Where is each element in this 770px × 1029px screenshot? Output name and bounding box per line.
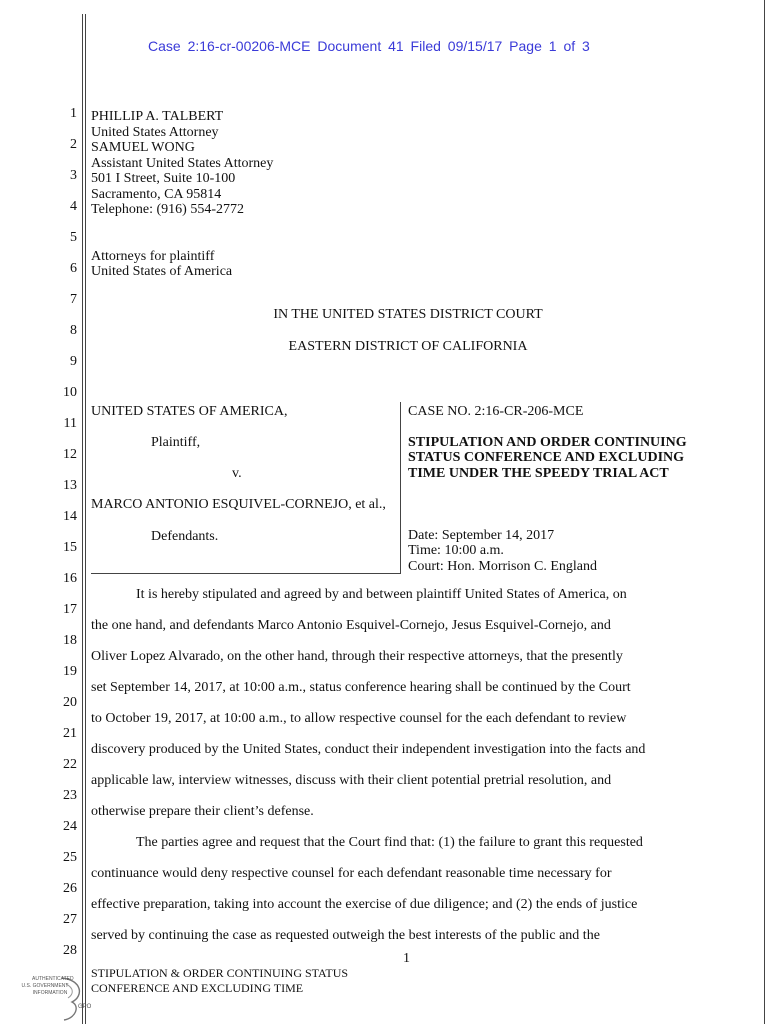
line-number: 11 (63, 416, 77, 431)
body-line: It is hereby stipulated and agreed by and between plaintiff United States of America, on (136, 587, 627, 602)
seal-text: AUTHENTICATED (32, 976, 74, 982)
left-margin-rule-inner (85, 14, 86, 1024)
attorney-line: 501 I Street, Suite 10-100 (91, 171, 236, 186)
court-district: EASTERN DISTRICT OF CALIFORNIA (288, 339, 528, 354)
versus: v. (232, 466, 242, 481)
line-number: 1 (70, 106, 77, 121)
body-line: applicable law, interview witnesses, discuss with their client potential pretrial resolution, and (91, 773, 612, 788)
body-line: discovery produced by the United States, conduct their independent investigation into the facts and (91, 742, 646, 757)
court-name: IN THE UNITED STATES DISTRICT COURT (273, 307, 543, 322)
body-line: the one hand, and defendants Marco Antonio Esquivel-Cornejo, Jesus Esquivel-Cornejo, and (91, 618, 611, 633)
body-line: otherwise prepare their client’s defense. (91, 804, 314, 819)
footer-line: CONFERENCE AND EXCLUDING TIME (91, 981, 304, 995)
seal-text: GPO (78, 1004, 92, 1010)
document-title-line: TIME UNDER THE SPEEDY TRIAL ACT (408, 466, 669, 481)
attorney-line: Telephone: (916) 554-2772 (91, 202, 244, 217)
line-number: 17 (63, 602, 77, 617)
footer-line: STIPULATION & ORDER CONTINUING STATUS (91, 966, 349, 980)
hearing-date: Date: September 14, 2017 (408, 528, 555, 543)
line-number: 16 (63, 571, 77, 586)
line-number: 6 (70, 261, 77, 276)
right-margin-rule (764, 0, 765, 1024)
line-number: 9 (70, 354, 77, 369)
line-number: 22 (63, 757, 77, 772)
plaintiff-role: Plaintiff, (151, 435, 201, 450)
defendant-role: Defendants. (151, 529, 219, 544)
body-line: to October 19, 2017, at 10:00 a.m., to allow respective counsel for the each defendant to review (91, 711, 627, 726)
line-number: 5 (70, 230, 77, 245)
body-line: set September 14, 2017, at 10:00 a.m., status conference hearing shall be continued by the Court (91, 680, 631, 695)
attorney-line: SAMUEL WONG (91, 140, 195, 155)
line-number: 24 (63, 819, 77, 834)
line-number: 28 (63, 943, 77, 958)
defendant-name: MARCO ANTONIO ESQUIVEL-CORNEJO, et al., (91, 497, 386, 512)
body-line: Oliver Lopez Alvarado, on the other hand, through their respective attorneys, that the presently (91, 649, 623, 664)
document-title-line: STIPULATION AND ORDER CONTINUING (408, 435, 687, 450)
seal-text: INFORMATION (32, 990, 68, 996)
hearing-court: Court: Hon. Morrison C. England (408, 559, 597, 574)
gpo-authentication-seal (2, 972, 92, 1022)
attorney-line: PHILLIP A. TALBERT (91, 109, 224, 124)
caption-underline (91, 573, 401, 574)
ecf-header: Case 2:16-cr-00206-MCE Document 41 Filed 09/15/17 Page 1 of 3 (148, 38, 590, 54)
line-number: 21 (63, 726, 77, 741)
document-title-line: STATUS CONFERENCE AND EXCLUDING (408, 450, 685, 465)
attorneys-for-line: United States of America (91, 264, 233, 279)
line-number: 7 (70, 292, 77, 307)
line-number: 25 (63, 850, 77, 865)
line-number: 10 (63, 385, 77, 400)
body-line: continuance would deny respective counsel for each defendant reasonable time necessary for (91, 866, 612, 881)
seal-text: U.S. GOVERNMENT (21, 983, 69, 989)
attorneys-for-line: Attorneys for plaintiff (91, 249, 215, 264)
line-number: 23 (63, 788, 77, 803)
line-number: 27 (63, 912, 77, 927)
caption-divider (400, 402, 401, 574)
left-margin-rule-outer (82, 14, 83, 1024)
line-number: 26 (63, 881, 77, 896)
line-number: 3 (70, 168, 77, 183)
attorney-line: Assistant United States Attorney (91, 156, 274, 171)
page-number: 1 (403, 951, 410, 966)
body-line: served by continuing the case as requested outweigh the best interests of the public and the (91, 928, 600, 943)
attorney-line: Sacramento, CA 95814 (91, 187, 222, 202)
line-number: 19 (63, 664, 77, 679)
line-number: 2 (70, 137, 77, 152)
body-line: The parties agree and request that the Court find that: (1) the failure to grant this requested (136, 835, 643, 850)
line-number: 12 (63, 447, 77, 462)
hearing-time: Time: 10:00 a.m. (408, 543, 504, 558)
plaintiff-name: UNITED STATES OF AMERICA, (91, 404, 288, 419)
line-number: 8 (70, 323, 77, 338)
line-number: 14 (63, 509, 77, 524)
attorney-line: United States Attorney (91, 125, 219, 140)
line-number: 20 (63, 695, 77, 710)
line-number: 13 (63, 478, 77, 493)
line-number: 4 (70, 199, 77, 214)
body-line: effective preparation, taking into account the exercise of due diligence; and (2) the ends of justice (91, 897, 638, 912)
line-number: 15 (63, 540, 77, 555)
line-number: 18 (63, 633, 77, 648)
case-number: CASE NO. 2:16-CR-206-MCE (408, 404, 584, 419)
